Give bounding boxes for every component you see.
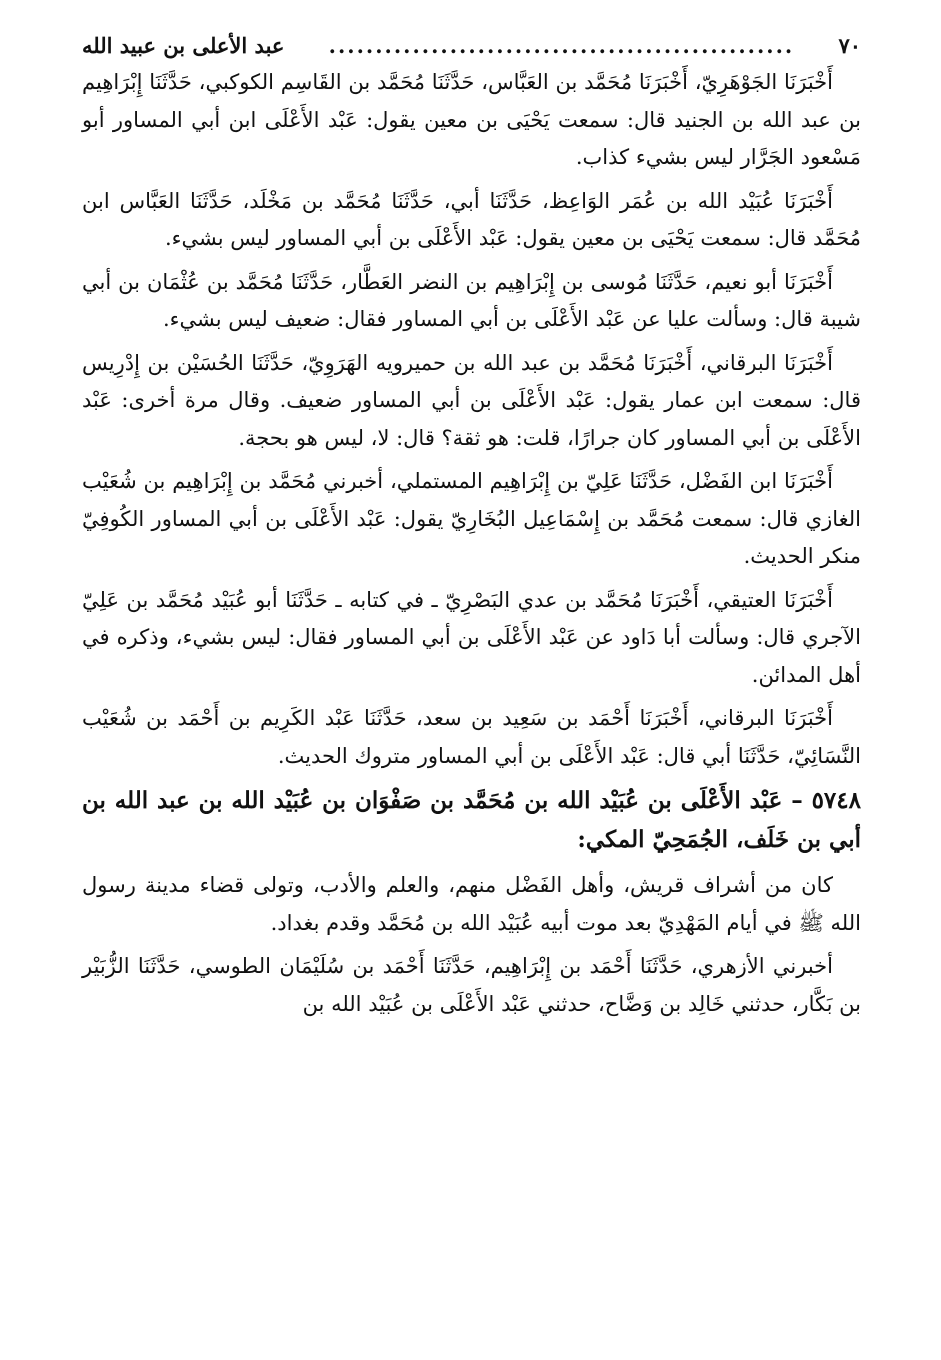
narration-paragraph: أَخْبَرَنَا أبو نعيم، حَدَّثَنَا مُوسى بن إِبْرَاهِيم بن النضر العَطَّار، حَدَّثَنَا مُحَمَّد بن عُثْمَان بن أبي شيبة قال: وسألت عليا عن عَبْد الأَعْلَى بن أبي المساور فقال: ضعيف ليس بشيء. [82, 269, 861, 331]
narration-paragraph: أَخْبَرَنَا البرقاني، أَخْبَرَنَا أَحْمَد بن سَعِيد بن سعد، حَدَّثَنَا عَبْد الكَرِيم بن أَحْمَد بن شُعَيْب النَّسَائِيّ، حَدَّثَنَا أبي قال: عَبْد الأَعْلَى بن أبي المساور متروك الحديث. [82, 706, 861, 768]
narration-block [82, 64, 861, 775]
biography-entry-heading: ٥٧٤٨ – عَبْد الأَعْلَى بن عُبَيْد الله بن مُحَمَّد بن صَفْوَان بن عُبَيْد الله بن عبد الله بن أبي بن خَلَف، الجُمَحِيّ المكي: [82, 787, 861, 853]
entry-body [82, 867, 861, 1023]
narration-paragraph: أَخْبَرَنَا الجَوْهَرِيّ، أَخْبَرَنَا مُحَمَّد بن العَبَّاس، حَدَّثَنَا مُحَمَّد بن القَاسِم الكوكبي، حَدَّثَنَا إِبْرَاهِيم بن عبد الله بن الجنيد قال: سمعت يَحْيَى بن معين يقول: عَبْد الأَعْلَى ابن أبي المساور أبو مَسْعود الجَرَّار ليس بشيء كذاب. [82, 70, 861, 169]
narration-paragraph: أَخْبَرَنَا العتيقي، أَخْبَرَنَا مُحَمَّد بن عدي البَصْرِيّ ـ في كتابه ـ حَدَّثَنَا أبو عُبَيْد مُحَمَّد بن عَلِيّ الآجري قال: وسألت أبا دَاود عن عَبْد الأَعْلَى بن أبي المساور فقال: ليس بشيء، وذكره في أهل المدائن. [82, 587, 861, 687]
entry-paragraph: كان من أشراف قريش، وأهل الفَضْل منهم، والعلم والأدب، وتولى قضاء مدينة رسول الله ﷺ في أيام المَهْدِيّ بعد موت أبيه عُبَيْد الله بن مُحَمَّد وقدم بغداد. [82, 873, 861, 935]
running-header [82, 30, 861, 64]
narration-paragraph: أَخْبَرَنَا البرقاني، أَخْبَرَنَا مُحَمَّد بن عبد الله بن حميرويه الهَرَوِيّ، حَدَّثَنَا الحُسَيْن بن إِدْرِيس قال: سمعت ابن عمار يقول: عَبْد الأَعْلَى بن أبي المساور ضعيف. وقال مرة أخرى: عَبْد الأَعْلَى بن أبي المساور كان جرارًا، قلت: هو ثقة؟ قال: لا، ليس هو بحجة. [82, 350, 861, 450]
header-dot-leader: .................................................. [328, 33, 795, 58]
entry-paragraph: أخبرني الأزهري، حَدَّثَنَا أَحْمَد بن إِبْرَاهِيم، حَدَّثَنَا أَحْمَد بن سُلَيْمَان الطوسي، حَدَّثَنَا الزُّبَيْر بن بَكَّار، حدثني خَالِد بن وَضَّاح، حدثني عَبْد الأَعْلَى بن عُبَيْد الله بن [82, 954, 861, 1016]
narration-paragraph: أَخْبَرَنَا ابن الفَضْل، حَدَّثَنَا عَلِيّ بن إِبْرَاهِيم المستملي، أخبرني مُحَمَّد بن إِبْرَاهِيم بن شُعَيْب الغازي قال: سمعت مُحَمَّد بن إِسْمَاعِيل البُخَارِيّ يقول: عَبْد الأَعْلَى بن أبي المساور الكُوفِيّ منكر الحديث. [82, 469, 861, 568]
narration-paragraph: أَخْبَرَنَا عُبَيْد الله بن عُمَر الوَاعِظ، حَدَّثَنَا أبي، حَدَّثَنَا مُحَمَّد بن مَخْلَد، حَدَّثَنَا العَبَّاس ابن مُحَمَّد قال: سمعت يَحْيَى بن معين يقول: عَبْد الأَعْلَى بن أبي المساور ليس بشيء. [82, 188, 861, 250]
running-title: عبد الأعلى بن عبيد الله [82, 33, 285, 58]
page-number: ٧٠ [838, 33, 861, 58]
